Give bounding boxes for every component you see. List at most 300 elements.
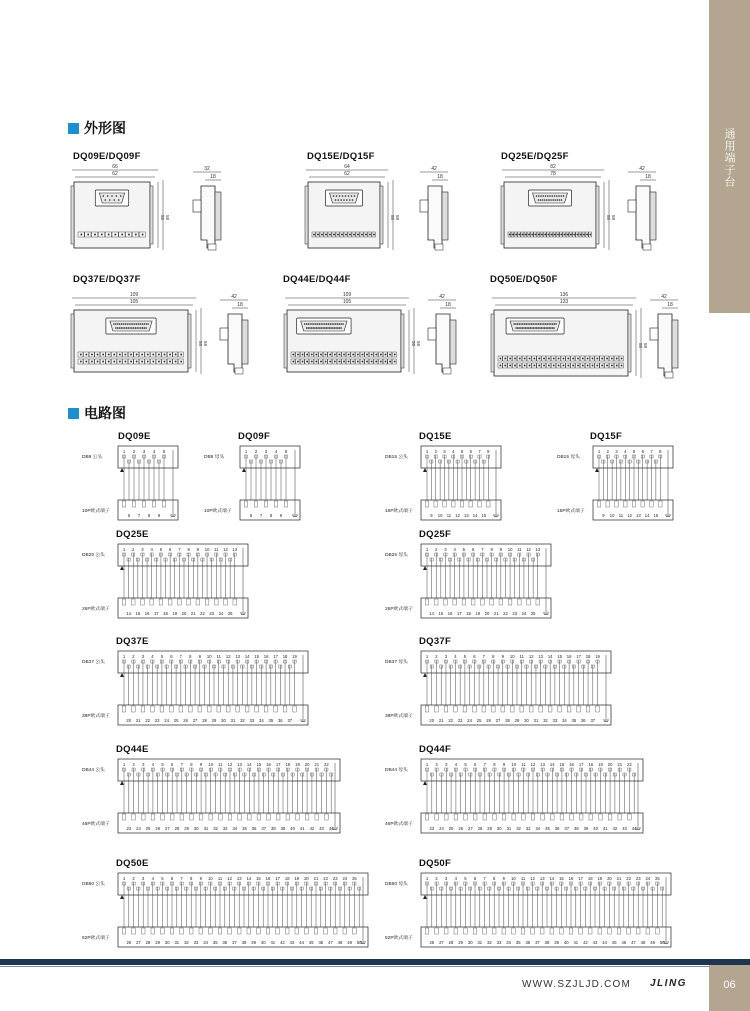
pin-number: 21 [313,876,319,881]
screw-head [91,354,93,356]
ground-arrow-icon [120,781,124,785]
pin-number: 2 [435,547,438,552]
screw-head [91,361,93,363]
ground-arrow-icon [120,566,124,570]
circuit-label: DQ09E [118,431,151,442]
ground-arrow-icon [120,468,124,472]
pin-number: 45 [308,940,314,945]
pin-number: 4 [152,449,156,454]
pin-dot [134,323,136,325]
pin-number: 23 [429,826,435,831]
pin-number: 11 [217,876,223,881]
pin-number: 4 [151,762,155,767]
screw-head [292,361,294,363]
ground-arrow-icon [120,895,124,899]
pin-number: 13 [237,762,242,767]
screw-head [616,358,618,360]
circuit-diagram [385,544,551,618]
dimension-text: 62 [112,171,118,177]
side-view-body [658,314,672,376]
side-view-connector [220,328,228,340]
pin-number: 15 [135,611,141,616]
pin-number: 8 [189,654,192,659]
pin-number: 42 [280,940,285,945]
pin-number: 43 [592,940,598,945]
footer-brand: JLING [650,978,687,989]
pin-dot [142,327,144,329]
screw-head [567,234,569,236]
pin-number: 29 [514,718,520,723]
page-number-box [709,965,750,1011]
pin-dot [147,323,149,325]
pin-dot [513,323,515,325]
connector-type-label: DB9 公头 [82,455,103,460]
pin-number: 3 [444,547,447,552]
dimension-text: 82 [550,164,556,170]
pin-number: 35 [545,826,550,831]
screw-head [136,354,138,356]
pin-dot [338,199,340,201]
pin-number: 2 [132,876,135,881]
pin-number: 12 [455,513,460,518]
pin-dot [529,323,531,325]
pin-dot [330,327,332,329]
pin-number: 4 [274,449,278,454]
outline-model-label: DQ25E/DQ25F [501,151,569,162]
pin-number: 46 [318,940,324,945]
pin-dot [133,327,135,329]
screw-head [576,234,578,236]
pin-dot [145,327,147,329]
pin-number: 5 [160,654,164,659]
pin-dot [316,327,318,329]
rail-clip [628,314,631,372]
pin-number: 20 [304,876,309,881]
screw-head [373,234,375,236]
pin-number: 49 [347,940,352,945]
screw-head [519,358,521,360]
pin-dot [145,323,147,325]
pin-number: 26 [155,826,161,831]
screw-head [606,358,608,360]
dimension-text: 32 [204,166,210,172]
pin-dot [519,323,521,325]
pin-number: 3 [443,449,446,454]
circuit-diagrams [0,440,709,960]
pin-number: 7 [482,654,486,659]
pin-number: 27 [165,826,170,831]
pin-dot [337,323,339,325]
pin-dot [109,199,111,201]
pin-dot [138,327,140,329]
pin-dot [536,327,538,329]
pin-number: 34 [259,718,264,723]
screw-head [121,234,123,236]
section-circuit-header [68,403,126,423]
side-view-rail [672,320,678,368]
pin-number: 38 [544,940,550,945]
connector-type-label: 26P欧式端子 [385,607,413,612]
screw-head [341,234,343,236]
pin-number: 2 [132,449,136,454]
pin-dot [128,327,130,329]
screw-head [343,361,345,363]
circuit-diagram [385,759,643,833]
dimension-text: 105 [342,299,352,305]
screw-head [361,354,363,356]
pin-number: 34 [562,718,567,723]
screw-head [325,234,327,236]
pin-number: 17 [578,762,584,767]
circuit-label: DQ37F [419,636,452,647]
pin-number: 7 [179,654,183,659]
db-connector-box [240,446,300,468]
pin-number: 6 [249,513,253,518]
pin-dot [128,323,130,325]
pin-number: 14 [244,654,250,659]
pin-dot [540,323,542,325]
screw-head [544,234,546,236]
screw-head [560,234,562,236]
dimension-text: 55 [198,341,203,347]
pin-number: 42 [583,940,588,945]
pin-number: 35 [268,718,274,723]
circuit-label: DQ50F [419,858,452,869]
screw-head [113,354,115,356]
screw-head [158,361,160,363]
screw-head [562,365,564,367]
pin-number: 47 [631,940,636,945]
screw-head [317,234,319,236]
pin-number: 1 [597,449,601,454]
pin-number: 4 [151,876,154,881]
circuit-diagram [82,759,340,833]
side-view-terminal [208,244,216,250]
screw-head [338,354,340,356]
pin-number: 32 [487,940,492,945]
pin-number: 37 [261,826,267,831]
pin-number: 24 [136,826,141,831]
pin-dot [346,199,348,201]
pin-number: 18 [466,611,471,616]
pin-number: 36 [251,826,257,831]
screw-head [551,234,553,236]
ground-arrow-icon [423,468,427,472]
screw-head [124,361,126,363]
pin-number: 37 [232,940,237,945]
connector-type-label: 52P欧式端子 [385,936,413,941]
pin-number: 45 [611,940,617,945]
screw-head [375,361,377,363]
pin-number: 30 [164,940,170,945]
pin-number: 2 [606,449,609,454]
pin-number: 20 [607,762,613,767]
pin-number: 4 [624,449,627,454]
pin-number: 42 [309,826,315,831]
screw-head [313,234,315,236]
pin-dot [339,195,341,197]
pin-dot [311,327,313,329]
dimension-text: 18 [667,302,673,308]
screw-head [136,361,138,363]
pin-number: 9 [430,513,433,518]
pin-dot [525,327,527,329]
screw-head [85,361,87,363]
side-view-body [201,186,215,248]
pin-number: 5 [464,876,467,881]
pin-dot [551,195,553,197]
screw-head [543,365,545,367]
pin-number: 11 [214,547,219,552]
pin-dot [547,195,549,197]
pin-dot [117,327,119,329]
pin-dot [540,195,542,197]
pin-number: 3 [142,762,145,767]
pin-number: 30 [467,940,473,945]
screw-head [573,234,575,236]
pin-number: 12 [227,762,233,767]
pin-dot [309,327,311,329]
section-outline-header [68,118,126,138]
pin-number: 6 [127,513,131,518]
dimension-text: 55 [638,343,643,349]
pin-number: 9 [196,547,200,552]
pin-number: 20 [607,876,612,881]
pin-number: 48 [337,940,343,945]
connector-type-label: DB25 公头 [82,553,105,558]
pin-dot [142,323,144,325]
pin-dot [327,327,329,329]
screw-head [394,354,396,356]
screw-head [389,361,391,363]
pin-number: 22 [323,876,328,881]
pin-dot [119,323,121,325]
screw-head [175,361,177,363]
pin-dot [541,323,543,325]
pin-number: 36 [222,940,228,945]
pin-number: 44 [631,826,637,831]
pin-dot [328,323,330,325]
pin-number: 16 [569,762,574,767]
pin-number: 21 [135,718,141,723]
pin-number: 22 [145,718,151,723]
screw-head [315,361,317,363]
screw-head [518,234,520,236]
screw-head [320,361,322,363]
screw-head [349,234,351,236]
pin-number: 4 [454,654,457,659]
pin-number: 5 [161,762,164,767]
screw-head [329,354,331,356]
connector-type-label: 38P欧式端子 [82,714,110,719]
pin-number: 9 [198,654,201,659]
pin-number: 22 [627,762,632,767]
page-number: 06 [723,979,736,991]
screw-head [587,365,589,367]
connector-type-label: 16P欧式端子 [557,509,585,514]
pin-number: 29 [211,718,217,723]
dimension-text: 55 [606,215,611,221]
pin-dot [526,323,528,325]
screw-head [114,234,116,236]
screw-head [366,361,368,363]
screw-head [509,358,511,360]
pin-number: 25 [530,611,536,616]
pin-dot [340,323,342,325]
screw-head [596,365,598,367]
screw-head [538,358,540,360]
pin-number: 18 [282,654,288,659]
pin-number: 20 [304,762,310,767]
pin-number: 30 [221,718,226,723]
screw-head [499,365,501,367]
pin-number: 20 [181,611,187,616]
pin-dot [545,195,547,197]
circuit-diagram [385,651,611,725]
screw-head [315,354,317,356]
pin-number: 7 [483,876,486,881]
rail-clip [380,186,383,244]
screw-head [366,354,368,356]
pin-dot [117,323,119,325]
pin-dot [557,199,559,201]
pin-number: 21 [190,611,196,616]
pin-number: 1 [425,876,429,881]
circuit-label: DQ37E [116,636,149,647]
pin-dot [321,327,323,329]
pin-number: 46 [621,940,627,945]
screw-head [528,234,530,236]
pin-number: 24 [467,718,472,723]
dimension-text: 109 [342,292,352,298]
pin-dot [533,323,535,325]
pin-dot [540,199,542,201]
screw-head [311,361,313,363]
screw-head [113,361,115,363]
pin-dot [130,323,132,325]
screw-head [334,354,336,356]
dimension-text: 58 [165,215,170,221]
pin-number: 41 [602,826,608,831]
pin-dot [351,195,353,197]
pin-dot [518,327,520,329]
outline-drawings [0,150,709,390]
pin-number: 19 [172,611,178,616]
connector-type-label: 10P欧式端子 [82,509,110,514]
pin-dot [136,327,138,329]
pin-number: 7 [180,876,183,881]
pin-dot [126,323,128,325]
screw-head [394,361,396,363]
pin-dot [552,327,554,329]
screw-head [531,234,533,236]
screw-head [302,361,304,363]
pin-number: 31 [230,718,236,723]
pin-dot [547,323,549,325]
screw-head [338,361,340,363]
outline-model-label: DQ44E/DQ44F [283,274,351,285]
dimension-text: 105 [129,299,139,305]
screw-head [547,234,549,236]
pin-number: 6 [641,449,644,454]
screw-head [297,361,299,363]
pin-number: 5 [159,547,163,552]
pin-number: 28 [174,826,180,831]
ground-arrow-icon [423,566,427,570]
ground-arrow-icon [423,895,427,899]
screw-head [524,365,526,367]
dimension-text: 18 [445,302,451,308]
screw-head [333,234,335,236]
pin-dot [103,195,105,197]
pin-number: 23 [126,826,132,831]
pin-number: 8 [493,876,496,881]
pin-number: 23 [154,718,160,723]
circuit-diagram [204,446,300,520]
pin-number: 10 [208,876,213,881]
pin-number: 3 [615,449,618,454]
pin-dot [115,327,117,329]
pin-number: 21 [314,762,320,767]
pin-number: 27 [495,718,501,723]
pin-dot [324,327,326,329]
side-view-body [436,314,450,372]
pin-number: 40 [593,826,598,831]
rail-clip [71,314,74,368]
pin-number: 1 [425,449,429,454]
pin-number: 43 [622,826,627,831]
pin-number: 1 [244,449,248,454]
pin-number: 34 [232,826,238,831]
pin-number: 18 [163,611,168,616]
screw-head [343,354,345,356]
pin-number: 1 [425,654,429,659]
pin-number: 14 [549,876,555,881]
pin-dot [335,199,337,201]
footer-divider [0,966,750,967]
screw-head [601,358,603,360]
pin-dot [111,195,113,197]
pin-dot [144,323,146,325]
pin-number: 40 [290,826,295,831]
pin-dot [561,199,563,201]
screw-head [142,234,144,236]
side-view-connector [193,200,201,212]
pin-number: 6 [171,762,174,767]
pin-number: 35 [515,940,521,945]
pin-dot [123,323,125,325]
pin-number: 6 [469,449,472,454]
screw-head [572,358,574,360]
pin-dot [324,323,326,325]
side-view-connector [420,200,428,212]
pin-dot [120,195,122,197]
pin-number: 17 [153,611,159,616]
screw-head [538,234,540,236]
dimension-text: 55 [411,341,416,347]
pin-number: 7 [650,449,653,454]
screw-head [371,361,373,363]
pin-number: 19 [294,876,300,881]
pin-dot [354,195,356,197]
screw-head [589,234,591,236]
pin-number: 8 [187,547,190,552]
pin-number: 12 [627,513,632,518]
dimension-text: 66 [112,164,118,170]
pin-number: 14 [547,654,553,659]
ground-arrow-icon [423,673,427,677]
pin-number: 26 [429,940,435,945]
